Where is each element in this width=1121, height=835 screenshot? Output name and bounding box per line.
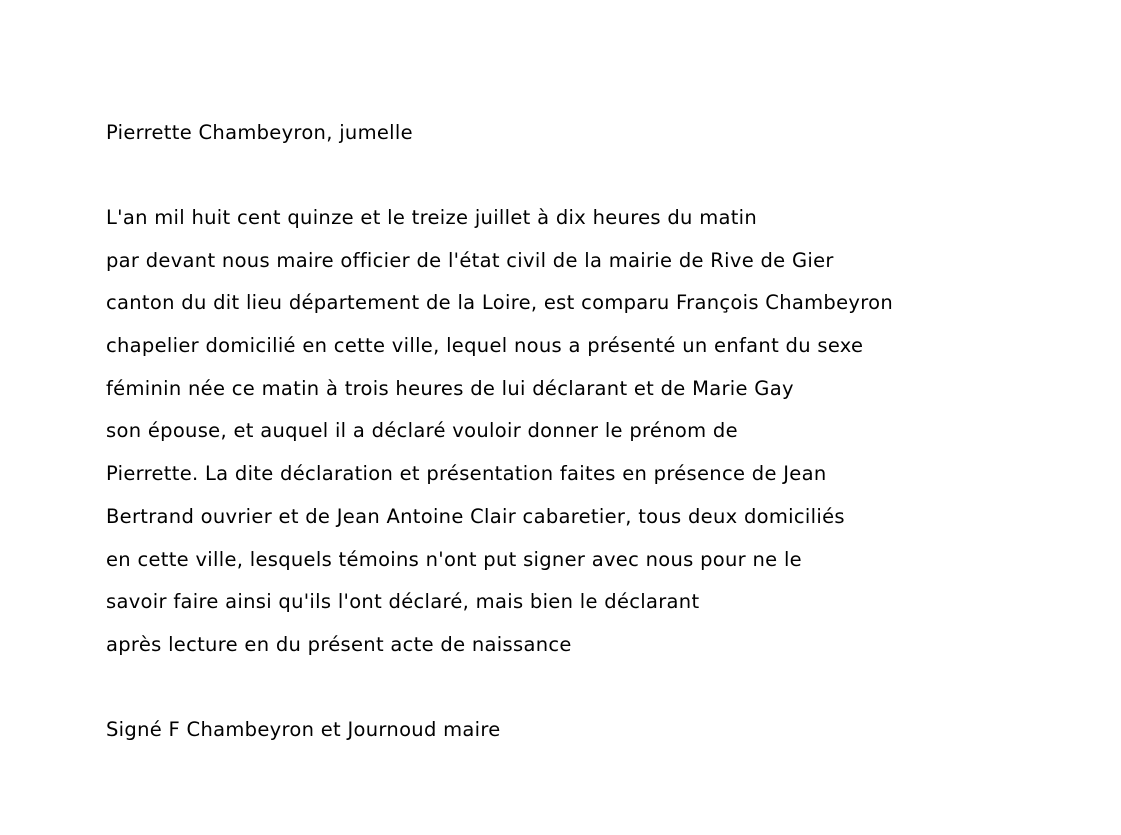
body-line: Bertrand ouvrier et de Jean Antoine Clair cabaretier, tous deux domiciliés (106, 504, 845, 528)
body-line: en cette ville, lesquels témoins n'ont put signer avec nous pour ne le (106, 547, 802, 571)
body-line: son épouse, et auquel il a déclaré vouloir donner le prénom de (106, 419, 738, 443)
body-line: après lecture en du présent acte de naissance (106, 632, 572, 656)
body-line: chapelier domicilié en cette ville, lequel nous a présenté un enfant du sexe (106, 334, 864, 358)
body-line: par devant nous maire officier de l'état civil de la mairie de Rive de Gier (106, 248, 834, 272)
body-line: féminin née ce matin à trois heures de lui déclarant et de Marie Gay (106, 376, 794, 400)
document-page (106, 118, 1066, 745)
body-line: canton du dit lieu département de la Loire, est comparu François Chambeyron (106, 291, 893, 315)
document-body (106, 203, 1066, 673)
body-line: Pierrette. La dite déclaration et présentation faites en présence de Jean (106, 462, 827, 486)
document-title: Pierrette Chambeyron, jumelle (106, 121, 413, 144)
body-line: savoir faire ainsi qu'ils l'ont déclaré, mais bien le déclarant (106, 590, 700, 614)
signature-line: Signé F Chambeyron et Journoud maire (106, 717, 501, 741)
body-line: L'an mil huit cent quinze et le treize juillet à dix heures du matin (106, 206, 758, 229)
